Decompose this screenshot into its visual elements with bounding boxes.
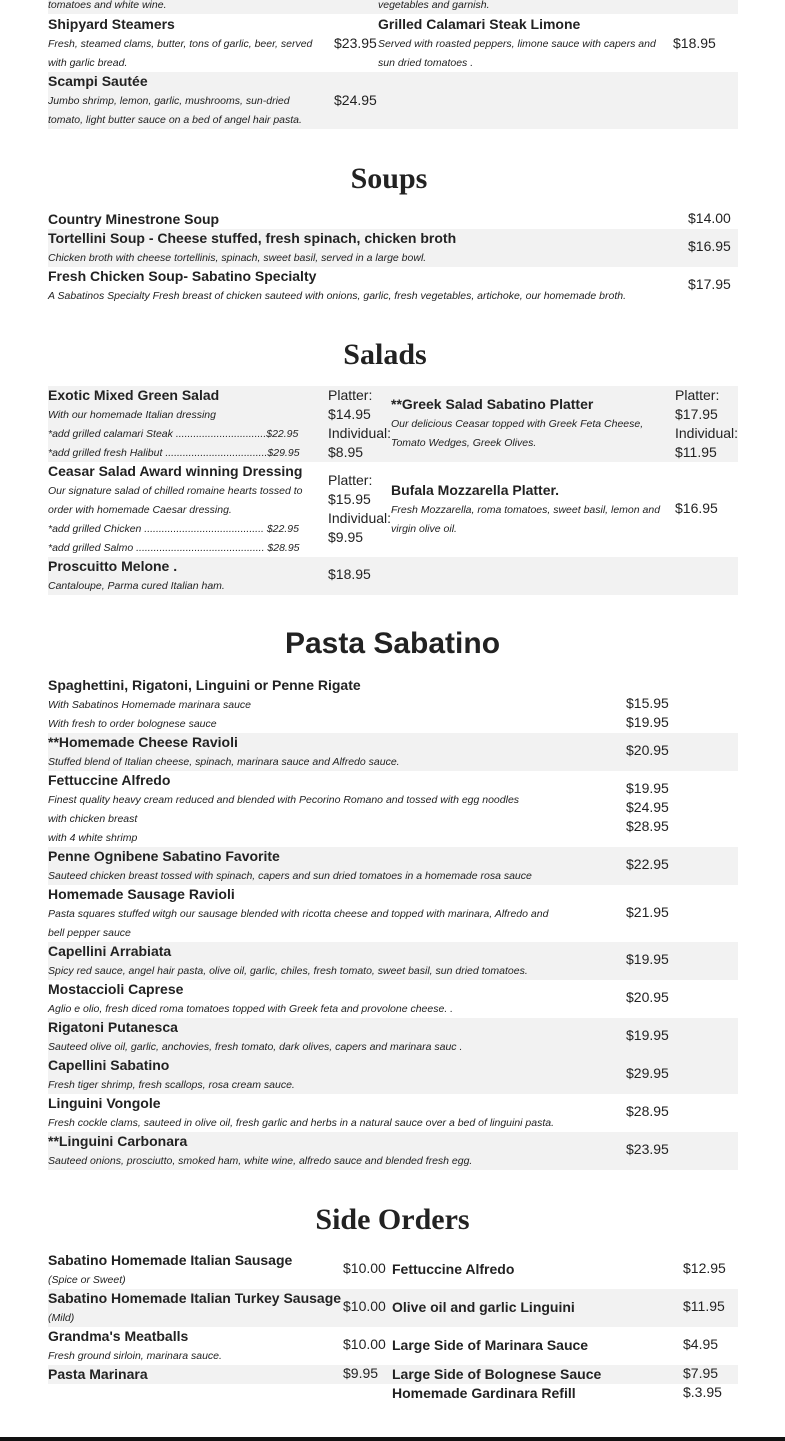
item-name: Rigatoni Putanesca [48, 1019, 178, 1035]
item-name: Capellini Sabatino [48, 1057, 170, 1073]
item-desc: Spicy red sauce, angel hair pasta, olive oil, garlic, chiles, fresh tomato, sweet basil, sun dried tomatoes. [48, 965, 528, 977]
item-price: Individual: [328, 425, 392, 441]
item-name: Country Minestrone Soup [48, 211, 220, 227]
item-price: $17.95 [688, 276, 731, 292]
item-name: Shipyard Steamers [48, 16, 175, 32]
item-name: Capellini Arrabiata [48, 943, 172, 959]
item-name: **Homemade Cheese Ravioli [48, 734, 238, 750]
item-desc: *add grilled Salmo ............................................ $28.95 [48, 542, 300, 554]
item-price: $15.95 [626, 695, 669, 711]
item-price: Individual: [675, 425, 739, 441]
item-price: $23.95 [334, 35, 377, 51]
item-name: Tortellini Soup - Cheese stuffed, fresh spinach, chicken broth [48, 230, 457, 246]
item-desc: With fresh to order bolognese sauce [48, 718, 217, 730]
item-name: Olive oil and garlic Linguini [392, 1299, 575, 1315]
item-price: $10.00 [343, 1336, 386, 1352]
item-name: Mostaccioli Caprese [48, 981, 184, 997]
item-desc: *add grilled Chicken ......................................... $22.95 [48, 523, 299, 535]
section-title-soups: Soups [350, 162, 428, 195]
item-name: Penne Ognibene Sabatino Favorite [48, 848, 280, 864]
item-name: Bufala Mozzarella Platter. [391, 482, 560, 498]
item-desc: (Spice or Sweet) [48, 1274, 126, 1286]
item-name: Grilled Calamari Steak Limone [378, 16, 581, 32]
item-price: $8.95 [328, 444, 364, 460]
item-price: Platter: [675, 387, 720, 403]
item-desc: Cantaloupe, Parma cured Italian ham. [48, 580, 225, 592]
item-price: $19.95 [626, 714, 669, 730]
item-desc: bell pepper sauce [48, 927, 131, 939]
item-desc: With our homemade Italian dressing [48, 409, 216, 421]
item-name: Sabatino Homemade Italian Sausage [48, 1252, 293, 1268]
item-price: $29.95 [626, 1065, 669, 1081]
item-desc: Tomato Wedges, Greek Olives. [391, 437, 537, 449]
item-desc: with chicken breast [48, 813, 138, 825]
item-price: $.3.95 [683, 1384, 722, 1400]
item-price: $10.00 [343, 1298, 386, 1314]
item-price: $23.95 [626, 1141, 669, 1157]
item-price: $20.95 [626, 742, 669, 758]
item-name: Proscuitto Melone . [48, 558, 178, 574]
item-desc: Fresh Mozzarella, roma tomatoes, sweet basil, lemon and [391, 504, 661, 516]
item-name: Homemade Sausage Ravioli [48, 886, 235, 902]
item-price: $24.95 [334, 92, 377, 108]
item-price: $19.95 [626, 780, 669, 796]
item-name: Ceasar Salad Award winning Dressing [48, 463, 303, 479]
item-price: $28.95 [626, 1103, 669, 1119]
item-price: $11.95 [683, 1298, 725, 1314]
item-price: $4.95 [683, 1336, 719, 1352]
item-price: $18.95 [673, 35, 716, 51]
footer-divider [0, 1437, 785, 1441]
item-price: $20.95 [626, 989, 669, 1005]
item-desc: With Sabatinos Homemade marinara sauce [48, 699, 252, 711]
item-price: Platter: [328, 387, 373, 403]
item-price: Individual: [328, 510, 392, 526]
item-desc: Our signature salad of chilled romaine hearts tossed to [48, 485, 303, 497]
item-name: Linguini Vongole [48, 1095, 161, 1111]
item-price: $16.95 [688, 238, 731, 254]
item-desc: with garlic bread. [48, 57, 128, 69]
item-price: $10.00 [343, 1260, 386, 1276]
section-title-pasta: Pasta Sabatino [284, 627, 501, 660]
item-name: Fettuccine Alfredo [392, 1261, 515, 1277]
item-desc: Fresh cockle clams, sauteed in olive oil, fresh garlic and herbs in a natural sauce over a bed of linguini pasta. [48, 1117, 555, 1129]
item-name: Fettuccine Alfredo [48, 772, 171, 788]
section-title-salads: Salads [343, 338, 427, 371]
item-name: **Linguini Carbonara [48, 1133, 188, 1149]
item-name: Sabatino Homemade Italian Turkey Sausage [48, 1290, 342, 1306]
item-price: $7.95 [683, 1365, 719, 1381]
item-name: Scampi Sautée [48, 73, 148, 89]
item-price: $24.95 [626, 799, 669, 815]
item-desc: tomatoes and white wine. [48, 0, 167, 11]
item-name: Spaghettini, Rigatoni, Linguini or Penne Rigate [48, 677, 361, 693]
item-desc: Pasta squares stuffed witgh our sausage blended with ricotta cheese and topped with marinara, Alfredo and [48, 908, 549, 920]
item-name: Homemade Gardinara Refill [392, 1385, 576, 1401]
item-desc: with 4 white shrimp [48, 832, 138, 844]
section-title-sides: Side Orders [315, 1203, 470, 1236]
item-price: $22.95 [626, 856, 669, 872]
item-price: $17.95 [675, 406, 718, 422]
item-desc: vegetables and garnish. [378, 0, 490, 11]
item-desc: (Mild) [48, 1312, 75, 1324]
item-price: $9.95 [343, 1365, 379, 1381]
item-desc: Our delicious Ceasar topped with Greek Feta Cheese, [391, 418, 644, 430]
item-desc: tomato, light butter sauce on a bed of angel hair pasta. [48, 114, 302, 126]
item-desc: Fresh, steamed clams, butter, tons of garlic, beer, served [48, 38, 313, 50]
item-desc: Finest quality heavy cream reduced and blended with Pecorino Romano and tossed with egg noodles [48, 794, 520, 806]
item-desc: *add grilled fresh Halibut ...................................$29.95 [48, 447, 300, 459]
item-name: Large Side of Bolognese Sauce [392, 1366, 602, 1382]
item-name: Fresh Chicken Soup- Sabatino Specialty [48, 268, 317, 284]
item-desc: A Sabatinos Specialty Fresh breast of chicken sauteed with onions, garlic, fresh vegetables, artichoke, our homemade broth. [48, 290, 627, 302]
item-price: $21.95 [626, 904, 669, 920]
item-name: Exotic Mixed Green Salad [48, 387, 220, 403]
item-price: $28.95 [626, 818, 669, 834]
item-price: $14.00 [688, 210, 731, 226]
item-desc: Sauteed onions, prosciutto, smoked ham, white wine, alfredo sauce and blended fresh egg. [48, 1155, 473, 1167]
item-price: $19.95 [626, 951, 669, 967]
item-desc: Jumbo shrimp, lemon, garlic, mushrooms, sun-dried [48, 95, 290, 107]
item-desc: *add grilled calamari Steak ...............................$22.95 [48, 428, 299, 440]
item-desc: sun dried tomatoes . [378, 57, 474, 69]
item-price: $12.95 [683, 1260, 726, 1276]
item-desc: virgin olive oil. [391, 523, 457, 535]
item-name: Large Side of Marinara Sauce [392, 1337, 589, 1353]
item-desc: Stuffed blend of Italian cheese, spinach, marinara sauce and Alfredo sauce. [48, 756, 400, 768]
item-price: $16.95 [675, 500, 718, 516]
item-desc: Chicken broth with cheese tortellinis, spinach, sweet basil, served in a large bowl. [48, 252, 427, 264]
item-desc: Served with roasted peppers, limone sauce with capers and [378, 38, 656, 50]
item-price: Platter: [328, 472, 373, 488]
item-desc: order with homemade Caesar dressing. [48, 504, 232, 516]
item-price: $14.95 [328, 406, 371, 422]
item-price: $11.95 [675, 444, 717, 460]
item-price: $18.95 [328, 566, 371, 582]
item-desc: Sauteed olive oil, garlic, anchovies, fresh tomato, dark olives, capers and marinara sauc . [48, 1041, 463, 1053]
item-desc: Fresh ground sirloin, marinara sauce. [48, 1350, 222, 1362]
item-desc: Aglio e olio, fresh diced roma tomatoes topped with Greek feta and provolone cheese. . [48, 1003, 454, 1015]
item-desc: Fresh tiger shrimp, fresh scallops, rosa cream sauce. [48, 1079, 295, 1091]
item-name: Pasta Marinara [48, 1366, 148, 1382]
item-price: $19.95 [626, 1027, 669, 1043]
item-name: Grandma's Meatballs [48, 1328, 189, 1344]
item-price: $15.95 [328, 491, 371, 507]
item-name: **Greek Salad Sabatino Platter [391, 396, 594, 412]
item-desc: Sauteed chicken breast tossed with spinach, capers and sun dried tomatoes in a homemade rosa sauce [48, 870, 532, 882]
item-price: $9.95 [328, 529, 364, 545]
